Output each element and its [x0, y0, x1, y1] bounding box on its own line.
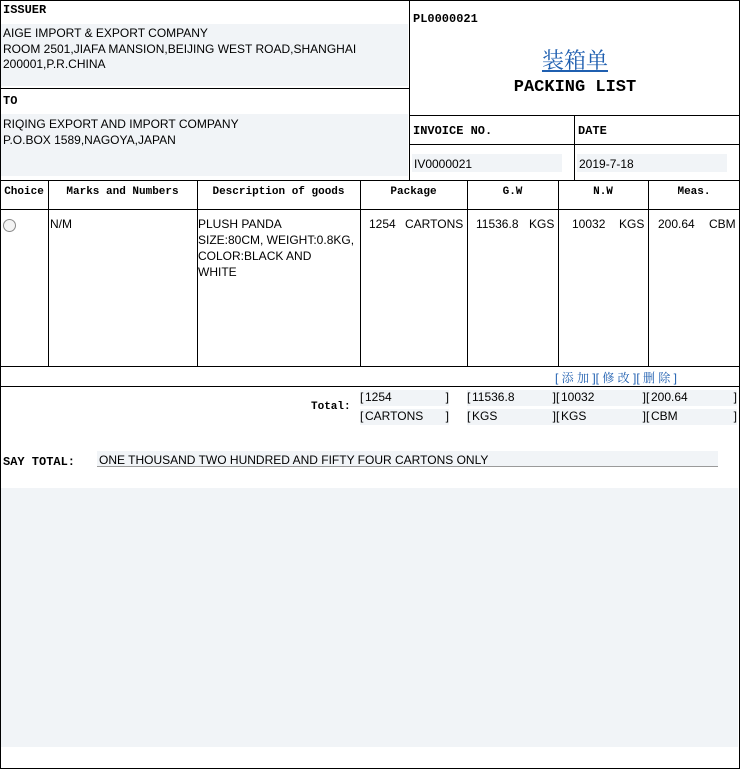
- column-header-marks: Marks and Numbers: [66, 186, 179, 198]
- divider: [0, 180, 740, 181]
- edit-row-button[interactable]: [ 修 改 ]: [595, 371, 637, 385]
- divider: [48, 180, 49, 366]
- row-actions: [555, 369, 677, 386]
- column-header-choice: Choice: [4, 186, 44, 198]
- total-measurement-value: 200.64: [651, 390, 688, 404]
- divider: [467, 180, 468, 366]
- invoice-no-value: IV0000021: [414, 157, 473, 171]
- column-header-package: Package: [390, 186, 437, 198]
- gross-weight-qty: 11536.8: [476, 217, 519, 231]
- say-total-label: SAY TOTAL:: [3, 455, 76, 469]
- column-header-measurement: Meas.: [677, 186, 711, 198]
- total-measurement-field[interactable]: [ 200.64 ]: [646, 390, 737, 404]
- divider: [574, 115, 575, 180]
- total-package-value: 1254: [365, 390, 392, 404]
- total-measurement-unit-field[interactable]: [ CBM ]: [646, 409, 737, 423]
- delete-row-button[interactable]: [ 删 除 ]: [636, 371, 678, 385]
- description-line-3: COLOR:BLACK AND: [198, 249, 312, 263]
- total-gross-weight-unit: KGS: [472, 409, 498, 423]
- divider: [0, 386, 740, 387]
- remarks-area[interactable]: [1, 488, 738, 747]
- total-net-weight-field[interactable]: [ 10032 ]: [556, 390, 646, 404]
- add-row-button[interactable]: [ 添 加 ]: [555, 371, 596, 385]
- total-package-unit: CARTONS: [365, 409, 424, 423]
- date-label: DATE: [578, 124, 607, 138]
- document-title-en: PACKING LIST: [513, 78, 637, 97]
- net-weight-qty: 10032: [572, 217, 606, 231]
- column-header-net-weight: N.W: [593, 186, 613, 198]
- document-number: PL0000021: [413, 12, 478, 26]
- total-net-weight-unit: KGS: [561, 409, 587, 423]
- issuer-line-3: 200001,P.R.CHINA: [3, 57, 106, 71]
- divider: [0, 209, 740, 210]
- divider: [0, 88, 410, 89]
- to-label: TO: [3, 94, 18, 108]
- description-line-4: WHITE: [198, 265, 237, 279]
- document-title-cn: 装箱单: [541, 48, 608, 73]
- column-header-description: Description of goods: [212, 186, 345, 198]
- divider: [0, 366, 740, 367]
- measurement-qty: 200.64: [658, 217, 695, 231]
- total-gross-weight-value: 11536.8: [472, 390, 515, 404]
- to-line-1: RIQING EXPORT AND IMPORT COMPANY: [3, 117, 239, 131]
- to-line-2: P.O.BOX 1589,NAGOYA,JAPAN: [3, 133, 176, 147]
- invoice-no-label: INVOICE NO.: [413, 124, 493, 138]
- say-total-value: ONE THOUSAND TWO HUNDRED AND FIFTY FOUR CARTONS ONLY: [99, 453, 489, 467]
- divider: [409, 144, 740, 145]
- total-net-weight-value: 10032: [561, 390, 595, 404]
- package-unit: CARTONS: [405, 217, 464, 231]
- divider: [360, 180, 361, 366]
- total-net-weight-unit-field[interactable]: [ KGS ]: [556, 409, 646, 423]
- issuer-label: ISSUER: [3, 3, 47, 17]
- divider: [558, 180, 559, 366]
- net-weight-unit: KGS: [619, 217, 645, 231]
- row-select-radio[interactable]: [3, 219, 16, 232]
- package-qty: 1254: [369, 217, 396, 231]
- description-line-1: PLUSH PANDA: [198, 217, 282, 231]
- total-gross-weight-unit-field[interactable]: [ KGS ]: [467, 409, 556, 423]
- total-label: Total:: [311, 401, 351, 413]
- measurement-unit: CBM: [709, 217, 736, 231]
- issuer-line-1: AIGE IMPORT & EXPORT COMPANY: [3, 26, 208, 40]
- total-measurement-unit: CBM: [651, 409, 678, 423]
- gross-weight-unit: KGS: [529, 217, 555, 231]
- total-gross-weight-field[interactable]: [ 11536.8 ]: [467, 390, 556, 404]
- description-line-2: SIZE:80CM, WEIGHT:0.8KG,: [198, 233, 355, 247]
- total-package-unit-field[interactable]: [ CARTONS ]: [360, 409, 449, 423]
- date-value: 2019-7-18: [579, 157, 634, 171]
- divider: [648, 180, 649, 366]
- column-header-gross-weight: G.W: [502, 186, 523, 198]
- marks-cell: N/M: [50, 217, 72, 231]
- issuer-line-2: ROOM 2501,JIAFA MANSION,BEIJING WEST ROAD,SHANGHAI: [3, 42, 357, 56]
- total-package-field[interactable]: [ 1254 ]: [360, 390, 449, 404]
